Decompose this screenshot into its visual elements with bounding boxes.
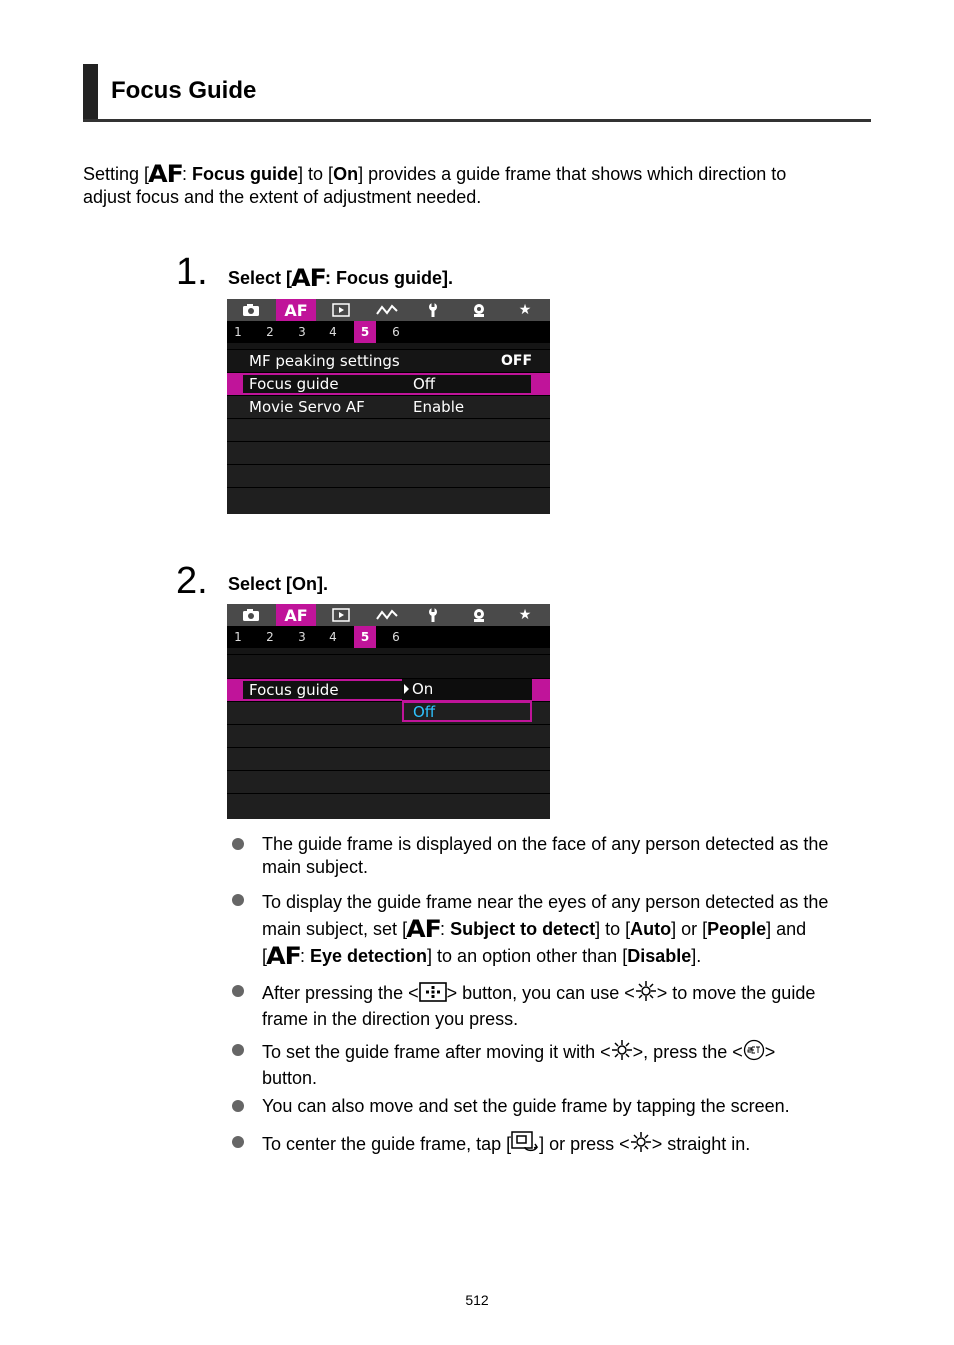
- star-icon[interactable]: ★: [518, 607, 532, 623]
- page-4[interactable]: 4: [329, 325, 337, 339]
- set-button-icon: [743, 1039, 765, 1067]
- multi-controller-icon: [635, 980, 657, 1008]
- page-6[interactable]: 6: [392, 630, 400, 644]
- page-5[interactable]: 5: [354, 321, 376, 343]
- wireless-icon[interactable]: [367, 604, 407, 626]
- page-3[interactable]: 3: [298, 630, 306, 644]
- page-number: 512: [465, 1292, 489, 1308]
- page-title: Focus Guide: [111, 77, 257, 104]
- wrench-icon[interactable]: [413, 604, 453, 626]
- page-3[interactable]: 3: [298, 325, 306, 339]
- custom-icon[interactable]: [459, 299, 499, 321]
- header-accent-bar: [83, 64, 98, 122]
- camera-menu-screen-1: [227, 299, 550, 514]
- bullet-text-6: To center the guide frame, tap [ ] or press < > straight in.: [262, 1131, 874, 1159]
- menu-row-empty: [227, 654, 550, 677]
- bullet-dot: [232, 894, 244, 906]
- tab-af[interactable]: AF: [276, 299, 316, 321]
- playback-icon[interactable]: [321, 299, 361, 321]
- bullet-text-5: You can also move and set the guide frame by tapping the screen.: [262, 1096, 790, 1116]
- camera-menu-screen-2: [227, 604, 550, 819]
- camera-icon[interactable]: [231, 299, 271, 321]
- menu-row-empty: [227, 770, 550, 793]
- bullet-dot: [232, 1136, 244, 1148]
- menu-row-empty: [227, 724, 550, 747]
- page-1[interactable]: 1: [234, 630, 242, 644]
- menu-row-movie-servo-af[interactable]: Movie Servo AF Enable: [227, 395, 550, 418]
- tab-af[interactable]: AF: [276, 604, 316, 626]
- menu-row-empty: [227, 747, 550, 770]
- af-point-selection-icon: [419, 982, 447, 1008]
- menu-row-focus-guide[interactable]: Focus guide Off: [227, 372, 550, 395]
- menu-row-empty: [227, 793, 550, 819]
- af-menu-icon: AF: [148, 160, 183, 188]
- af-menu-icon: AF: [291, 264, 326, 292]
- camera-icon[interactable]: [231, 604, 271, 626]
- af-menu-icon: AF: [406, 915, 441, 943]
- af-menu-icon: AF: [266, 942, 301, 970]
- page-2[interactable]: 2: [266, 325, 274, 339]
- page-5[interactable]: 5: [354, 626, 376, 648]
- step-1-text: Select [AF: Focus guide].: [228, 264, 453, 292]
- step-2-number: 2.: [176, 560, 208, 602]
- step-2-text: Select [On].: [228, 574, 329, 594]
- bullet-dot: [232, 1044, 244, 1056]
- page-6[interactable]: 6: [392, 325, 400, 339]
- bullet-dot: [232, 1100, 244, 1112]
- center-frame-icon: [511, 1131, 539, 1159]
- menu-row-empty: [227, 487, 550, 514]
- selection-cursor-icon: [404, 684, 409, 694]
- bullet-text-4: To set the guide frame after moving it with < >, press the < > button.: [262, 1039, 874, 1090]
- bullet-dot: [232, 985, 244, 997]
- playback-icon[interactable]: [321, 604, 361, 626]
- page-1[interactable]: 1: [234, 325, 242, 339]
- menu-row-empty: [227, 441, 550, 464]
- page-4[interactable]: 4: [329, 630, 337, 644]
- menu-row-mf-peaking[interactable]: MF peaking settings OFF: [227, 349, 550, 372]
- wrench-icon[interactable]: [413, 299, 453, 321]
- custom-icon[interactable]: [459, 604, 499, 626]
- bullet-text-2: To display the guide frame near the eyes of any person detected as the main subject, set [AF: Subject to detect] to [Auto] or [People] and [AF: Eye detection] to an option other than [Disable].: [262, 892, 829, 970]
- menu-row-focus-guide[interactable]: Focus guide: [227, 678, 550, 701]
- bullet-dot: [232, 838, 244, 850]
- step-1-number: 1.: [176, 251, 208, 293]
- multi-controller-icon: [630, 1131, 652, 1159]
- menu-row-empty: [227, 418, 550, 441]
- bullet-text-1: The guide frame is displayed on the face of any person detected as the main subject.: [262, 834, 829, 877]
- header-rule: [83, 119, 871, 122]
- menu-row-empty: [227, 464, 550, 487]
- intro-paragraph: Setting [AF: Focus guide] to [On] provides a guide frame that shows which direction to adjust focus and the extent of adjustment needed.: [83, 160, 787, 207]
- option-on[interactable]: On: [402, 679, 532, 700]
- wireless-icon[interactable]: [367, 299, 407, 321]
- multi-controller-icon: [611, 1039, 633, 1067]
- option-off[interactable]: Off: [402, 701, 532, 722]
- page-2[interactable]: 2: [266, 630, 274, 644]
- bullet-text-3: After pressing the < > button, you can use < > to move the guide frame in the direction you press.: [262, 980, 874, 1031]
- star-icon[interactable]: ★: [518, 302, 532, 318]
